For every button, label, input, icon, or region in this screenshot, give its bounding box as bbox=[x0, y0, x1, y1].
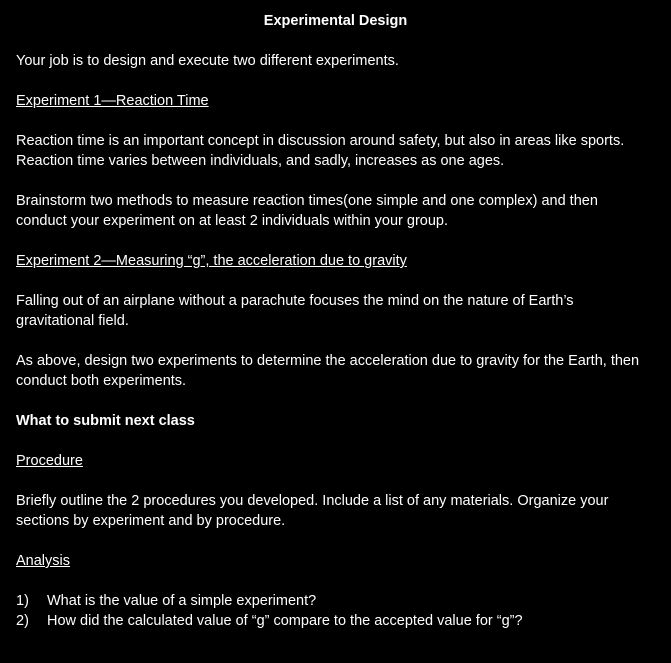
experiment1-p1-line2: Reaction time varies between individuals, and sadly, increases as one ages. bbox=[16, 153, 505, 169]
analysis-heading-row bbox=[16, 551, 655, 571]
experiment2-paragraph2 bbox=[16, 351, 655, 391]
question-text: What is the value of a simple experiment? bbox=[47, 593, 317, 609]
experiment1-heading: Experiment 1—Reaction Time bbox=[16, 93, 209, 109]
experiment1-p2-line1: Brainstorm two methods to measure reaction times(one simple and one complex) and then bbox=[16, 193, 598, 209]
question-number: 1) bbox=[16, 593, 29, 609]
analysis-question-list bbox=[16, 591, 655, 631]
experiment2-p1-line2: gravitational field. bbox=[16, 313, 129, 329]
experiment2-heading-row bbox=[16, 251, 655, 271]
intro-text: Your job is to design and execute two different experiments. bbox=[16, 53, 399, 69]
question-number: 2) bbox=[16, 613, 29, 629]
document-title: Experimental Design bbox=[263, 13, 408, 29]
experiment2-p1-line1: Falling out of an airplane without a parachute focuses the mind on the nature of Earth’s bbox=[16, 293, 574, 309]
experiment1-paragraph1 bbox=[16, 131, 655, 171]
experiment2-heading: Experiment 2—Measuring “g”, the acceleration due to gravity bbox=[16, 253, 407, 269]
experiment1-paragraph2 bbox=[16, 191, 655, 231]
procedure-heading: Procedure bbox=[16, 453, 83, 469]
submit-heading: What to submit next class bbox=[16, 413, 195, 429]
experiment1-heading-row bbox=[16, 91, 655, 111]
list-item bbox=[16, 591, 655, 611]
procedure-heading-row bbox=[16, 451, 655, 471]
intro-paragraph bbox=[16, 51, 655, 71]
submit-heading-row bbox=[16, 411, 655, 431]
experiment1-p1-line1: Reaction time is an important concept in discussion around safety, but also in areas like sports. bbox=[16, 133, 625, 149]
experiment2-p2-line2: conduct both experiments. bbox=[16, 373, 187, 389]
procedure-paragraph bbox=[16, 491, 655, 531]
experiment1-p2-line2: conduct your experiment on at least 2 individuals within your group. bbox=[16, 213, 449, 229]
procedure-line1: Briefly outline the 2 procedures you developed. Include a list of any materials. Organize your bbox=[16, 493, 609, 509]
experiment2-p2-line1: As above, design two experiments to determine the acceleration due to gravity for the Earth, then bbox=[16, 353, 640, 369]
experiment2-paragraph1 bbox=[16, 291, 655, 331]
procedure-line2: sections by experiment and by procedure. bbox=[16, 513, 286, 529]
question-text: How did the calculated value of “g” compare to the accepted value for “g”? bbox=[47, 613, 523, 629]
analysis-heading: Analysis bbox=[16, 553, 70, 569]
list-item bbox=[16, 611, 655, 631]
